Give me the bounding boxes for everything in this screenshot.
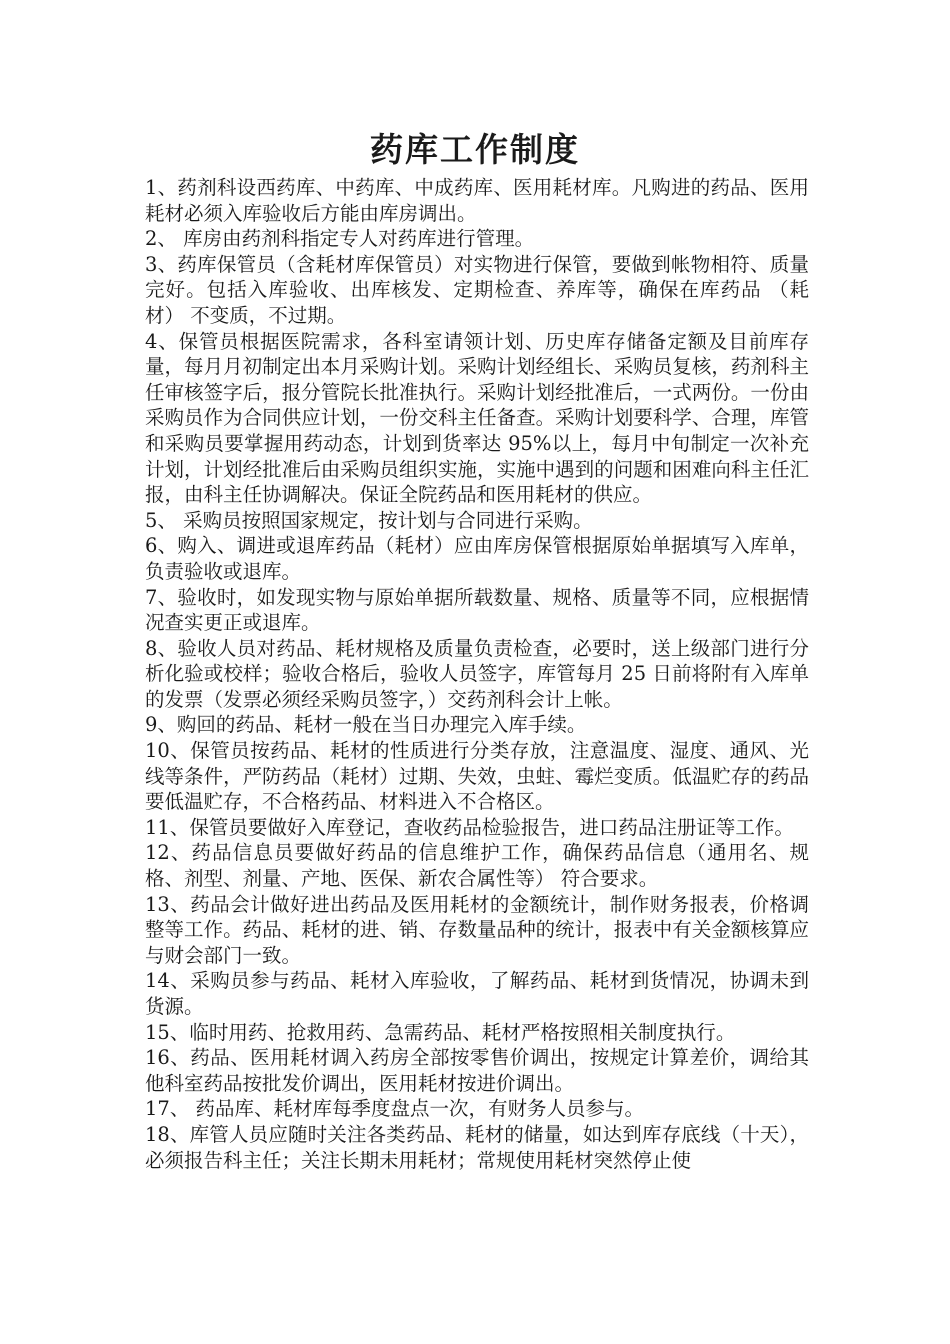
clause-2: 2、 库房由药剂科指定专人对药库进行管理。 bbox=[145, 227, 535, 251]
clause-10: 10、保管员按药品、耗材的性质进行分类存放，注意温度、湿度、通风、光线等条件，严防药品（耗材）过期、失效，虫蛀、霉烂变质。低温贮存的药品要低温贮存，不合格药品、材料进入不合格区。 bbox=[145, 739, 809, 814]
clause-17: 17、 药品库、耗材库每季度盘点一次，有财务人员参与。 bbox=[145, 1097, 645, 1121]
clause-5: 5、 采购员按照国家规定，按计划与合同进行采购。 bbox=[145, 508, 593, 532]
clause-18: 18、库管人员应随时关注各类药品、耗材的储量，如达到库存底线（十天），必须报告科主任；关注长期未用耗材；常规使用耗材突然停止使 bbox=[145, 1122, 809, 1172]
clause-16: 16、药品、医用耗材调入药房全部按零售价调出，按规定计算差价，调给其他科室药品按批发价调出，医用耗材按进价调出。 bbox=[145, 1046, 809, 1095]
clause-6: 6、购入、调进或退库药品（耗材）应由库房保管根据原始单据填写入库单，负责验收或退库。 bbox=[145, 534, 809, 583]
clause-13: 13、药品会计做好进出药品及医用耗材的金额统计，制作财务报表，价格调整等工作。药品、耗材的进、销、存数量品种的统计，报表中有关金额核算应与财会部门一致。 bbox=[145, 892, 809, 967]
clause-12: 12、药品信息员要做好药品的信息维护工作，确保药品信息（通用名、规格、剂型、剂量、产地、医保、新农合属性等） 符合要求。 bbox=[145, 841, 809, 891]
document-title: 药库工作制度 bbox=[370, 130, 580, 169]
clause-9: 9、购回的药品、耗材一般在当日办理完入库手续。 bbox=[145, 713, 587, 737]
clause-11: 11、保管员要做好入库登记，查收药品检验报告，进口药品注册证等工作。 bbox=[145, 815, 794, 839]
clause-15: 15、临时用药、抢救用药、急需药品、耗材严格按照相关制度执行。 bbox=[145, 1020, 736, 1044]
clause-7: 7、验收时，如发现实物与原始单据所载数量、规格、质量等不同，应根据情况查实更正或退库。 bbox=[145, 585, 809, 635]
clause-8: 8、验收人员对药品、耗材规格及质量负责检查，必要时，送上级部门进行分析化验或校样；验收合格后，验收人员签字，库管每月 25 日前将附有入库单的发票（发票必须经采购员签字，）交药剂科会计上帐。 bbox=[145, 636, 809, 711]
clause-1: 1、药剂科设西药库、中药库、中成药库、医用耗材库。凡购进的药品、医用耗材必须入库验收后方能由库房调出。 bbox=[145, 176, 809, 225]
clause-3: 3、药库保管员（含耗材库保管员）对实物进行保管，要做到帐物相符、质量完好。包括入库验收、出库核发、定期检查、养库等，确保在库药品 （耗材） 不变质，不过期。 bbox=[145, 252, 809, 327]
document-body bbox=[145, 175, 809, 1173]
clause-4: 4、保管员根据医院需求，各科室请领计划、历史库存储备定额及目前库存量，每月月初制定出本月采购计划。采购计划经组长、采购员复核，药剂科主任审核签字后，报分管院长批准执行。采购计划经批准后，一式两份。一份由采购员作为合同供应计划，一份交科主任备查。采购计划要科学、合理，库管和采购员要掌握用药动态，计划到货率达 95%以上，每月中旬制定一次补充计划，计划经批准后由采购员组织实施，实施中遇到的问题和困难向科主任汇报，由科主任协调解决。保证全院药品和医用耗材的供应。 bbox=[145, 329, 809, 507]
clause-14: 14、采购员参与药品、耗材入库验收，了解药品、耗材到货情况，协调未到货源。 bbox=[145, 969, 809, 1018]
